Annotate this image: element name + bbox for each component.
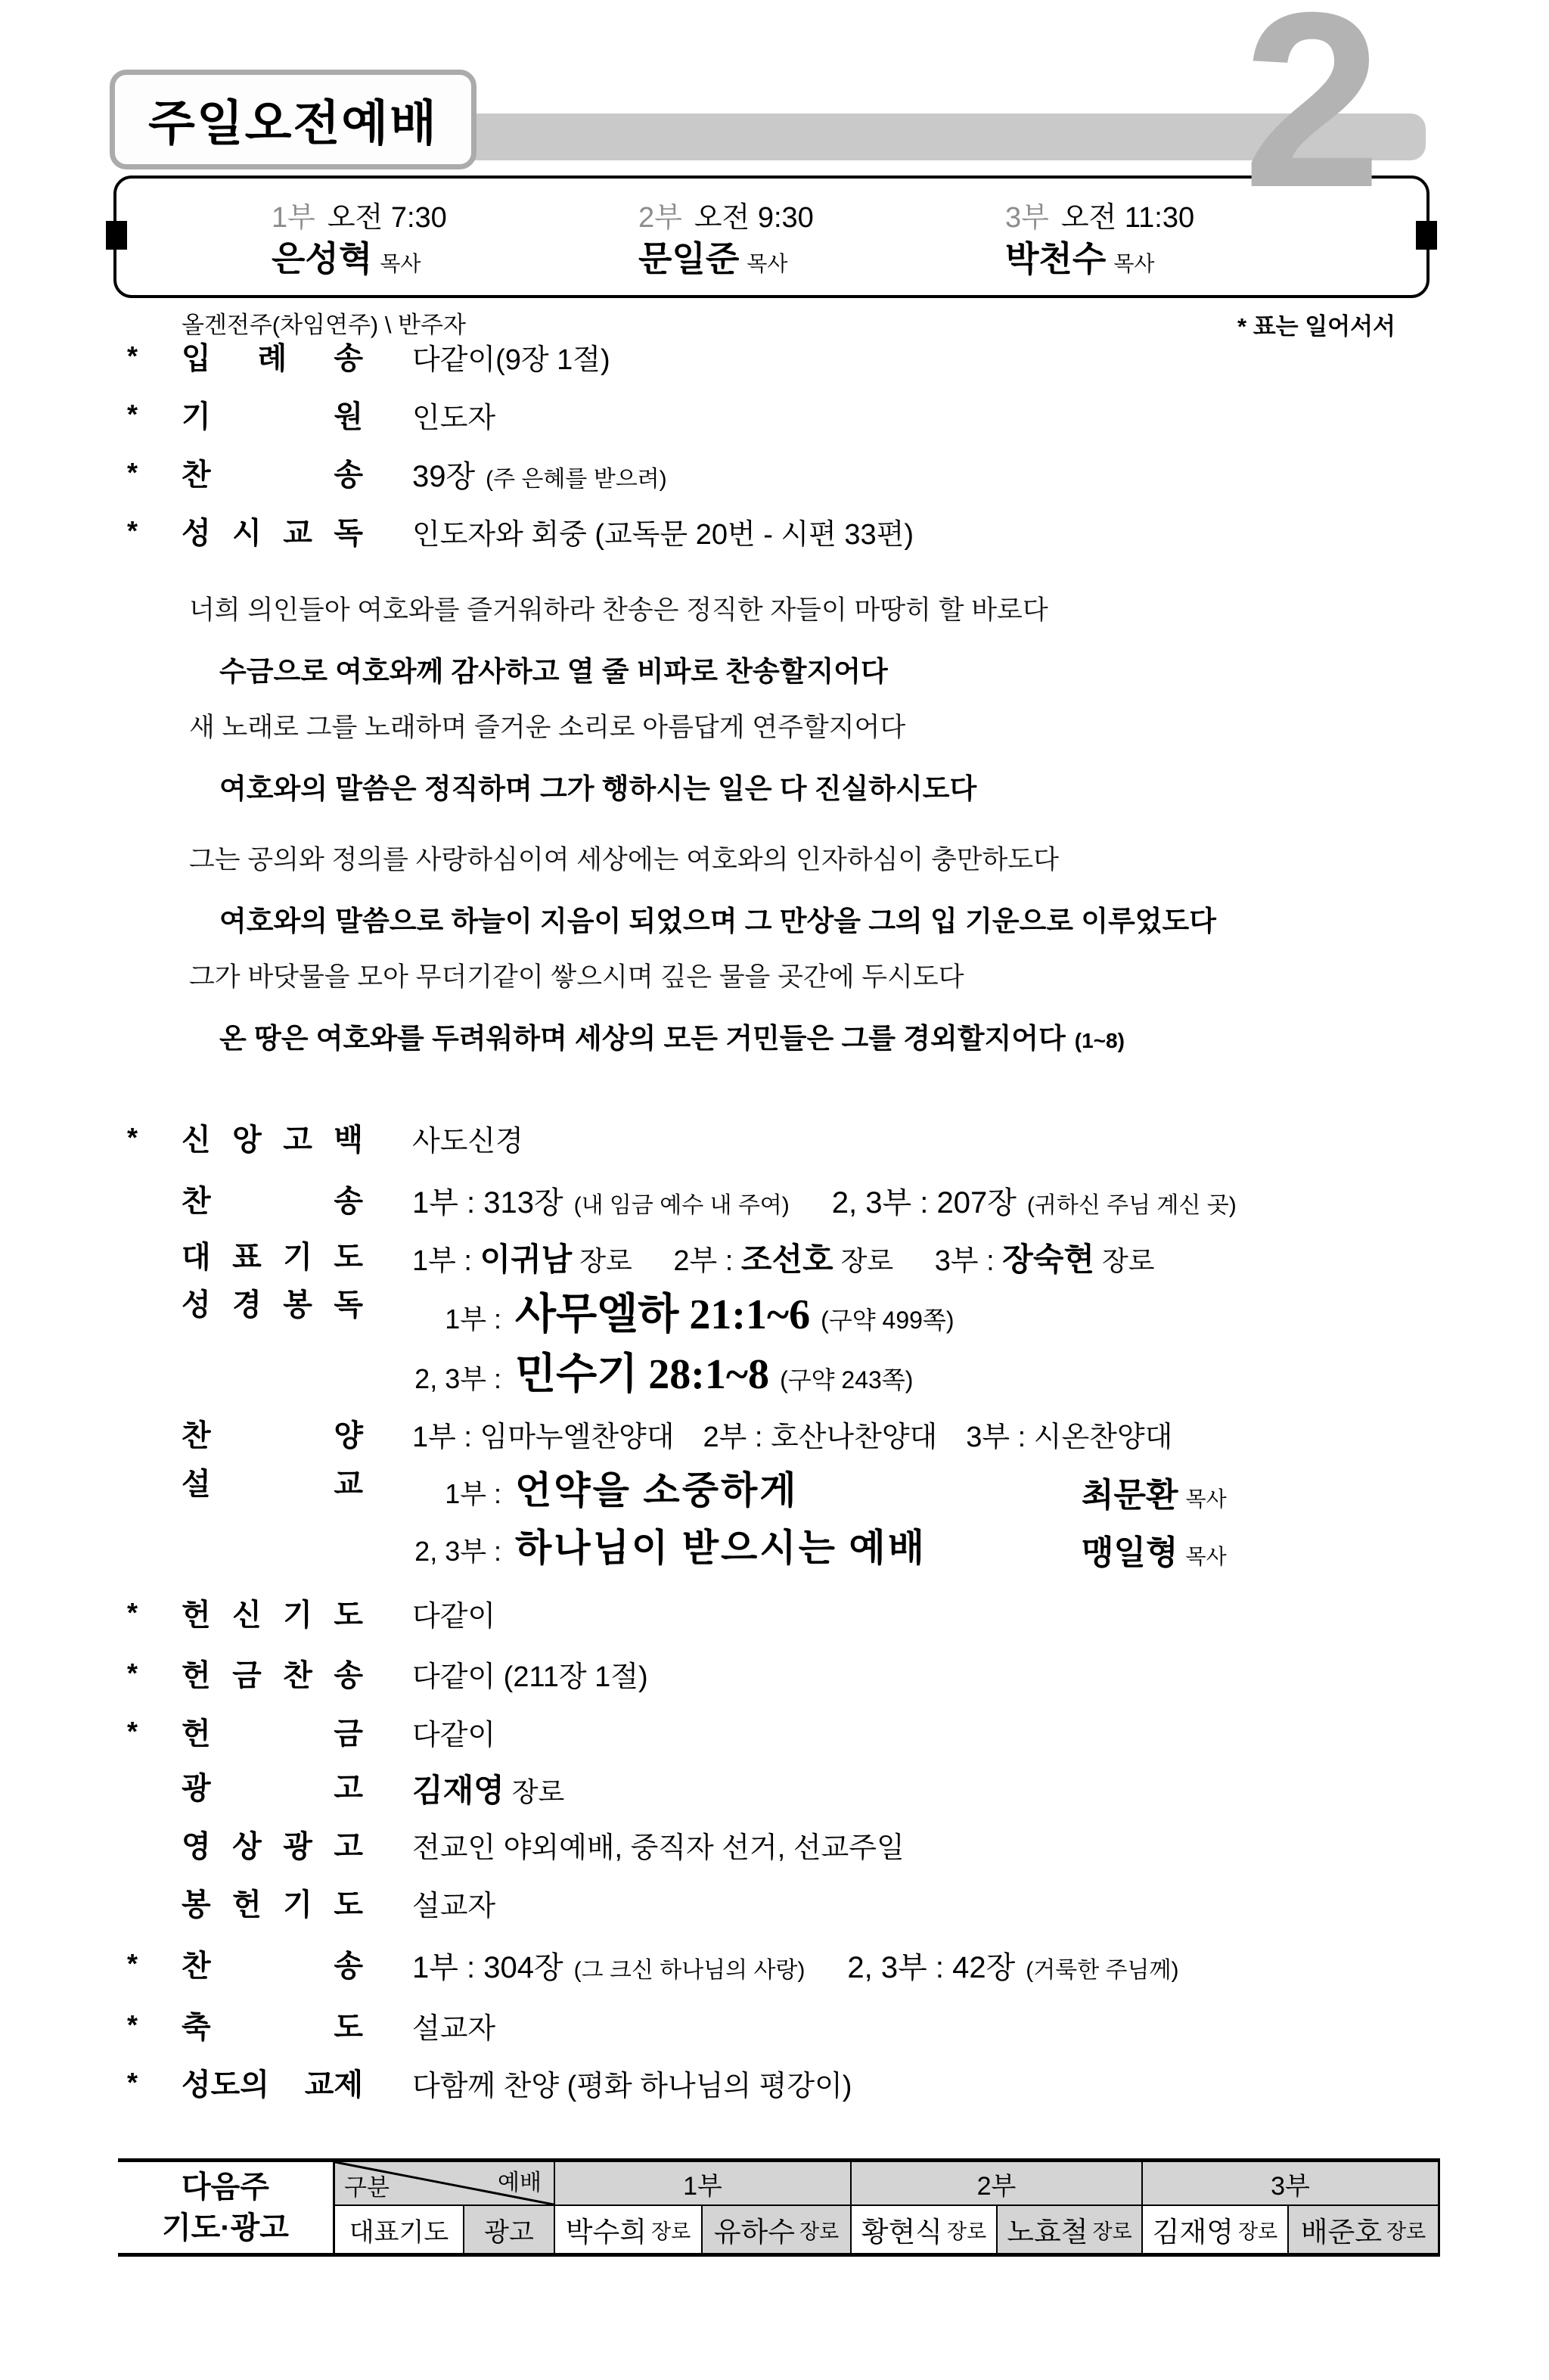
order-item-sermon: [0, 1460, 1549, 1525]
duty-role: 장로: [1238, 2220, 1278, 2243]
part-prefix: 3부 :: [934, 1245, 995, 1277]
duty-role: 장로: [799, 2220, 840, 2243]
reading-line: 너희 의인들아 여호와를 즐거워하라 찬송은 정직한 자들이 마땅히 할 바로다: [189, 595, 1048, 625]
order-item-hymn1: [0, 451, 1549, 508]
order-content: 전교인 야외예배, 중직자 선거, 선교주일: [412, 1832, 905, 1864]
order-label: 광 고: [182, 1772, 363, 1805]
order-label: 봉 헌 기 도: [182, 1888, 363, 1922]
service-time: 오전 11:30: [1060, 202, 1195, 234]
preacher-role: 목사: [1185, 1487, 1227, 1511]
standing-asterisk: *: [127, 457, 138, 488]
part-prefix: 1부 :: [445, 1478, 501, 1509]
reading-line: 여호와의 말씀은 정직하며 그가 행하시는 일은 다 진실하시도다: [219, 773, 977, 804]
order-item-hymn2: [0, 1177, 1549, 1235]
duty-name: 박수희: [565, 2217, 647, 2248]
duty-role: 장로: [651, 2220, 691, 2243]
part-header: 2부: [850, 2162, 1141, 2204]
service-pastor: 문일준: [638, 239, 740, 278]
pastor-role: 목사: [1113, 252, 1155, 275]
hymn-number-part1: 1부 : 304장: [412, 1951, 563, 1984]
standing-asterisk: *: [127, 515, 138, 546]
page-title: 주일오전예배: [148, 96, 438, 151]
service-part: 1부: [272, 202, 315, 234]
standing-asterisk: *: [127, 2067, 138, 2098]
elder-role: 장로: [511, 1777, 565, 1807]
order-label: 성 시 교 독: [182, 517, 363, 550]
hymn-number: 39장: [412, 460, 476, 493]
order-item-invocation: [0, 393, 1549, 450]
anthem-choir: 1부 : 임마누엘찬양대: [412, 1421, 675, 1453]
duty-name: 황현식: [861, 2217, 943, 2248]
preacher-name: 맹일형: [1082, 1534, 1178, 1571]
reading-line: [219, 1015, 1125, 1056]
next-week-title-line1: 다음주: [182, 2170, 269, 2204]
service-1: [272, 179, 635, 295]
service-part: 2부: [638, 202, 682, 234]
scripture-passage: 민수기 28:1~8: [515, 1351, 770, 1398]
duty-cell: [1141, 2204, 1287, 2253]
pastor-role: 목사: [380, 252, 421, 275]
next-week-title: [118, 2162, 333, 2253]
scripture-page: (구약 499쪽): [821, 1307, 955, 1334]
prelude-note: 올겐전주(차임연주) \ 반주자: [182, 312, 466, 338]
verse-reference: (1~8): [1074, 1029, 1125, 1052]
order-item-dedication-prayer: [0, 1591, 1549, 1648]
duty-name: 김재영: [1152, 2217, 1234, 2248]
hymn-number-part23: 2, 3부 : 207장: [831, 1186, 1017, 1220]
standing-asterisk: *: [127, 399, 138, 430]
duty-role: 장로: [1092, 2220, 1132, 2243]
order-item-scripture-line2: [0, 1341, 1549, 1409]
preacher-name: 최문환: [1082, 1477, 1178, 1514]
hymn-title-note: (주 은혜를 받으려): [486, 467, 667, 492]
pastor-role: 목사: [747, 252, 788, 275]
duty-cell: [701, 2204, 850, 2253]
corner-header-cell: [335, 2162, 554, 2204]
order-content: 설교자: [412, 1891, 496, 1922]
order-item-call-to-worship: [0, 334, 1549, 392]
hymn-number-part1: 1부 : 313장: [412, 1186, 563, 1220]
worship-title-box: [110, 70, 476, 169]
order-label: 기 원: [182, 400, 363, 433]
duty-role: 장로: [947, 2220, 987, 2243]
page-number-badge: 2: [1243, 0, 1382, 239]
reading-line: 그가 바닷물을 모아 무더기같이 쌓으시며 깊은 물을 곳간에 두시도다: [189, 962, 964, 992]
next-week-table: [118, 2158, 1440, 2257]
order-content: 다함께 찬양 (평화 하나님의 평강이): [412, 2071, 852, 2102]
part-header: 1부: [554, 2162, 850, 2204]
elder-name: 장숙현: [1002, 1243, 1094, 1278]
duty-grid: [333, 2162, 1440, 2253]
order-content: 다같이: [412, 1720, 496, 1751]
standing-asterisk: *: [127, 340, 138, 371]
order-item-announcement: [0, 1764, 1549, 1822]
order-label: 영 상 광 고: [182, 1830, 363, 1863]
part-header: 3부: [1141, 2162, 1438, 2204]
reading-line-text: 온 땅은 여호와를 두려워하며 세상의 모든 거민들은 그를 경외할지어다: [219, 1023, 1066, 1054]
corner-label-worship: 예배: [498, 2170, 542, 2195]
scripture-page: (구약 243쪽): [780, 1366, 914, 1394]
order-content: 다같이(9장 1절): [412, 344, 610, 376]
order-content: 인도자: [412, 402, 496, 434]
order-item-offering-hymn: [0, 1651, 1549, 1709]
row-header-prayer: 대표기도: [335, 2204, 463, 2253]
part-prefix: 2부 :: [673, 1245, 734, 1277]
standing-asterisk: *: [127, 1122, 138, 1153]
standing-asterisk: *: [127, 1597, 138, 1628]
order-label: 헌 금 찬 송: [182, 1659, 363, 1692]
elder-name: 이귀남: [480, 1243, 573, 1278]
order-item-offering: [0, 1710, 1549, 1767]
order-label: 찬 송: [182, 1950, 363, 1983]
order-content: 인도자와 회중 (교독문 20번 - 시편 33편): [412, 519, 914, 551]
anthem-choir: 2부 : 호산나찬양대: [703, 1421, 938, 1453]
service-pastor: 박천수: [1005, 239, 1107, 278]
order-item-scripture: [0, 1281, 1549, 1349]
hymn-title-note: (그 크신 하나님의 사랑): [573, 1958, 806, 1983]
duty-role: 장로: [1386, 2220, 1426, 2243]
order-label: 찬 송: [182, 458, 363, 492]
order-label: 성 경 봉 독: [182, 1288, 363, 1322]
reading-line: 그는 공의와 정의를 사랑하심이여 세상에는 여호와의 인자하심이 충만하도다: [189, 845, 1059, 875]
scripture-passage: 사무엘하 21:1~6: [515, 1291, 811, 1338]
hymn-title-note: (귀하신 주님 계신 곳): [1026, 1193, 1237, 1218]
duty-cell: [1287, 2204, 1438, 2253]
elder-role: 장로: [840, 1246, 894, 1276]
anthem-choir: 3부 : 시온찬양대: [966, 1421, 1173, 1453]
order-item-hymn3: [0, 1942, 1549, 1999]
order-item-creed: [0, 1116, 1549, 1173]
hymn-title-note: (거룩한 주님께): [1026, 1958, 1179, 1983]
corner-label-category: 구분: [344, 2174, 390, 2201]
order-label: 헌 금: [182, 1717, 363, 1751]
duty-name: 배준호: [1300, 2217, 1383, 2248]
reading-line: 여호와의 말씀으로 하늘이 지음이 되었으며 그 만상을 그의 입 기운으로 이루었도다: [219, 906, 1217, 937]
order-item-benediction: [0, 2003, 1549, 2061]
order-item-video-announcement: [0, 1822, 1549, 1880]
part-prefix: 1부 :: [412, 1245, 472, 1277]
service-time: 오전 7:30: [327, 202, 447, 234]
reading-line: 새 노래로 그를 노래하며 즐거운 소리로 아름답게 연주할지어다: [189, 713, 906, 742]
elder-role: 장로: [579, 1246, 632, 1276]
standing-note: * 표는 일어서서: [1237, 313, 1395, 340]
order-label: 찬 송: [182, 1185, 363, 1218]
hymn-title-note: (내 임금 예수 내 주여): [573, 1193, 790, 1218]
service-part: 3부: [1005, 202, 1049, 234]
order-item-sermon-line2: [0, 1518, 1549, 1583]
part-prefix: 1부 :: [445, 1303, 501, 1334]
order-label: 설 교: [182, 1468, 363, 1501]
order-item-responsive-reading: [0, 509, 1549, 567]
order-label: 축 도: [182, 2011, 363, 2044]
standing-asterisk: *: [127, 1658, 138, 1689]
duty-name: 노효철: [1007, 2217, 1088, 2248]
order-content: 사도신경: [412, 1126, 523, 1157]
order-content: 다같이: [412, 1601, 496, 1633]
left-tab-square: [106, 221, 127, 250]
order-label: 대 표 기 도: [182, 1241, 363, 1274]
duty-name: 유하수: [713, 2217, 796, 2248]
elder-name: 김재영: [412, 1774, 504, 1809]
order-label: 입 례 송: [182, 342, 363, 375]
order-content: 다같이 (211장 1절): [412, 1661, 648, 1693]
order-label: 성도의 교제: [182, 2068, 363, 2102]
order-item-fellowship: [0, 2061, 1549, 2118]
part-prefix: 2, 3부 :: [414, 1536, 501, 1567]
right-tab-square: [1416, 221, 1437, 250]
standing-asterisk: *: [127, 1716, 138, 1747]
order-content: 설교자: [412, 2013, 496, 2045]
row-header-announcement: 광고: [463, 2204, 554, 2253]
order-label: 찬 양: [182, 1419, 363, 1453]
elder-name: 조선호: [740, 1243, 833, 1278]
order-item-offertory-prayer: [0, 1881, 1549, 1938]
sermon-title: 하나님이 받으시는 예배: [515, 1527, 927, 1569]
standing-asterisk: *: [127, 1948, 138, 1979]
hymn-number-part23: 2, 3부 : 42장: [847, 1951, 1016, 1984]
duty-cell: [554, 2204, 701, 2253]
elder-role: 장로: [1102, 1246, 1155, 1276]
service-2: [638, 179, 1001, 295]
duty-cell: [850, 2204, 996, 2253]
reading-line: 수금으로 여호와께 감사하고 열 줄 비파로 찬송할지어다: [219, 656, 888, 687]
order-label: 신 앙 고 백: [182, 1123, 363, 1157]
duty-cell: [996, 2204, 1141, 2253]
service-time: 오전 9:30: [694, 202, 814, 234]
order-label: 헌 신 기 도: [182, 1599, 363, 1632]
sermon-title: 언약을 소중하게: [515, 1469, 799, 1512]
part-prefix: 2, 3부 :: [414, 1363, 501, 1394]
standing-asterisk: *: [127, 2009, 138, 2040]
service-pastor: 은성혁: [272, 239, 373, 278]
next-week-title-line2: 기도·광고: [162, 2211, 289, 2245]
preacher-role: 목사: [1185, 1545, 1227, 1568]
